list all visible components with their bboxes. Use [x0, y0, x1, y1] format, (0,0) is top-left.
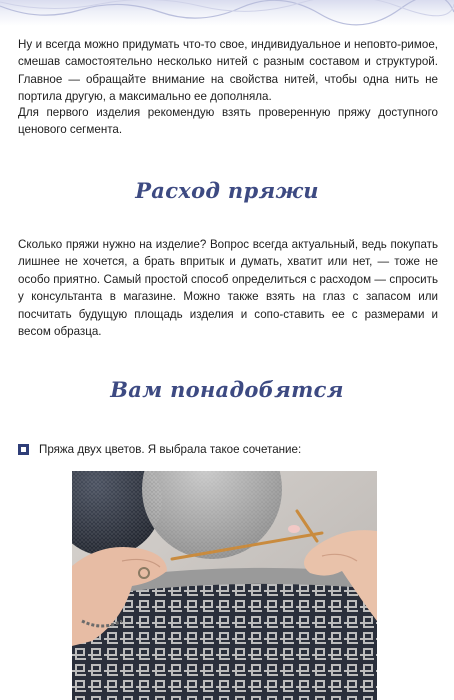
- square-bullet-icon: [18, 444, 29, 455]
- heading-you-will-need: Вам понадобятся: [110, 377, 344, 402]
- list-item-text: Пряжа двух цветов. Я выбрала такое сочетание:: [39, 443, 302, 456]
- paragraph-yarn-amount: Сколько пряжи нужно на изделие? Вопрос всегда актуальный, ведь покупать лишнее не хочется, а брать впритык и думать, хватит или нет, — тоже не особо приятно. Самый простой способ определиться с расходом — спросить у консультанта в магазине. Можно также взять на глаз с запасом или посчитать будущую площадь изделия и сопо-ставить ее с размерами и весом образца.: [18, 238, 438, 339]
- decorative-top-border: [0, 0, 454, 26]
- paragraph-first-project: Для первого изделия рекомендую взять проверенную пряжу доступного ценового сегмента.: [18, 106, 438, 137]
- list-item: [18, 441, 438, 459]
- knitting-illustration: [72, 471, 377, 700]
- heading-yarn-consumption: Расход пряжи: [135, 178, 319, 203]
- paragraph-mixing-yarn: Ну и всегда можно придумать что-то свое, индивидуальное и неповто-римое, смешав самостоятельно несколько нитей с разным составом и структурой. Главное — обращайте внимание на свойства нитей, чтобы одна нить не портила другую, а максимально ее дополняла.: [18, 38, 438, 104]
- ornament-icon: [0, 0, 454, 26]
- knitting-photo: [72, 471, 377, 700]
